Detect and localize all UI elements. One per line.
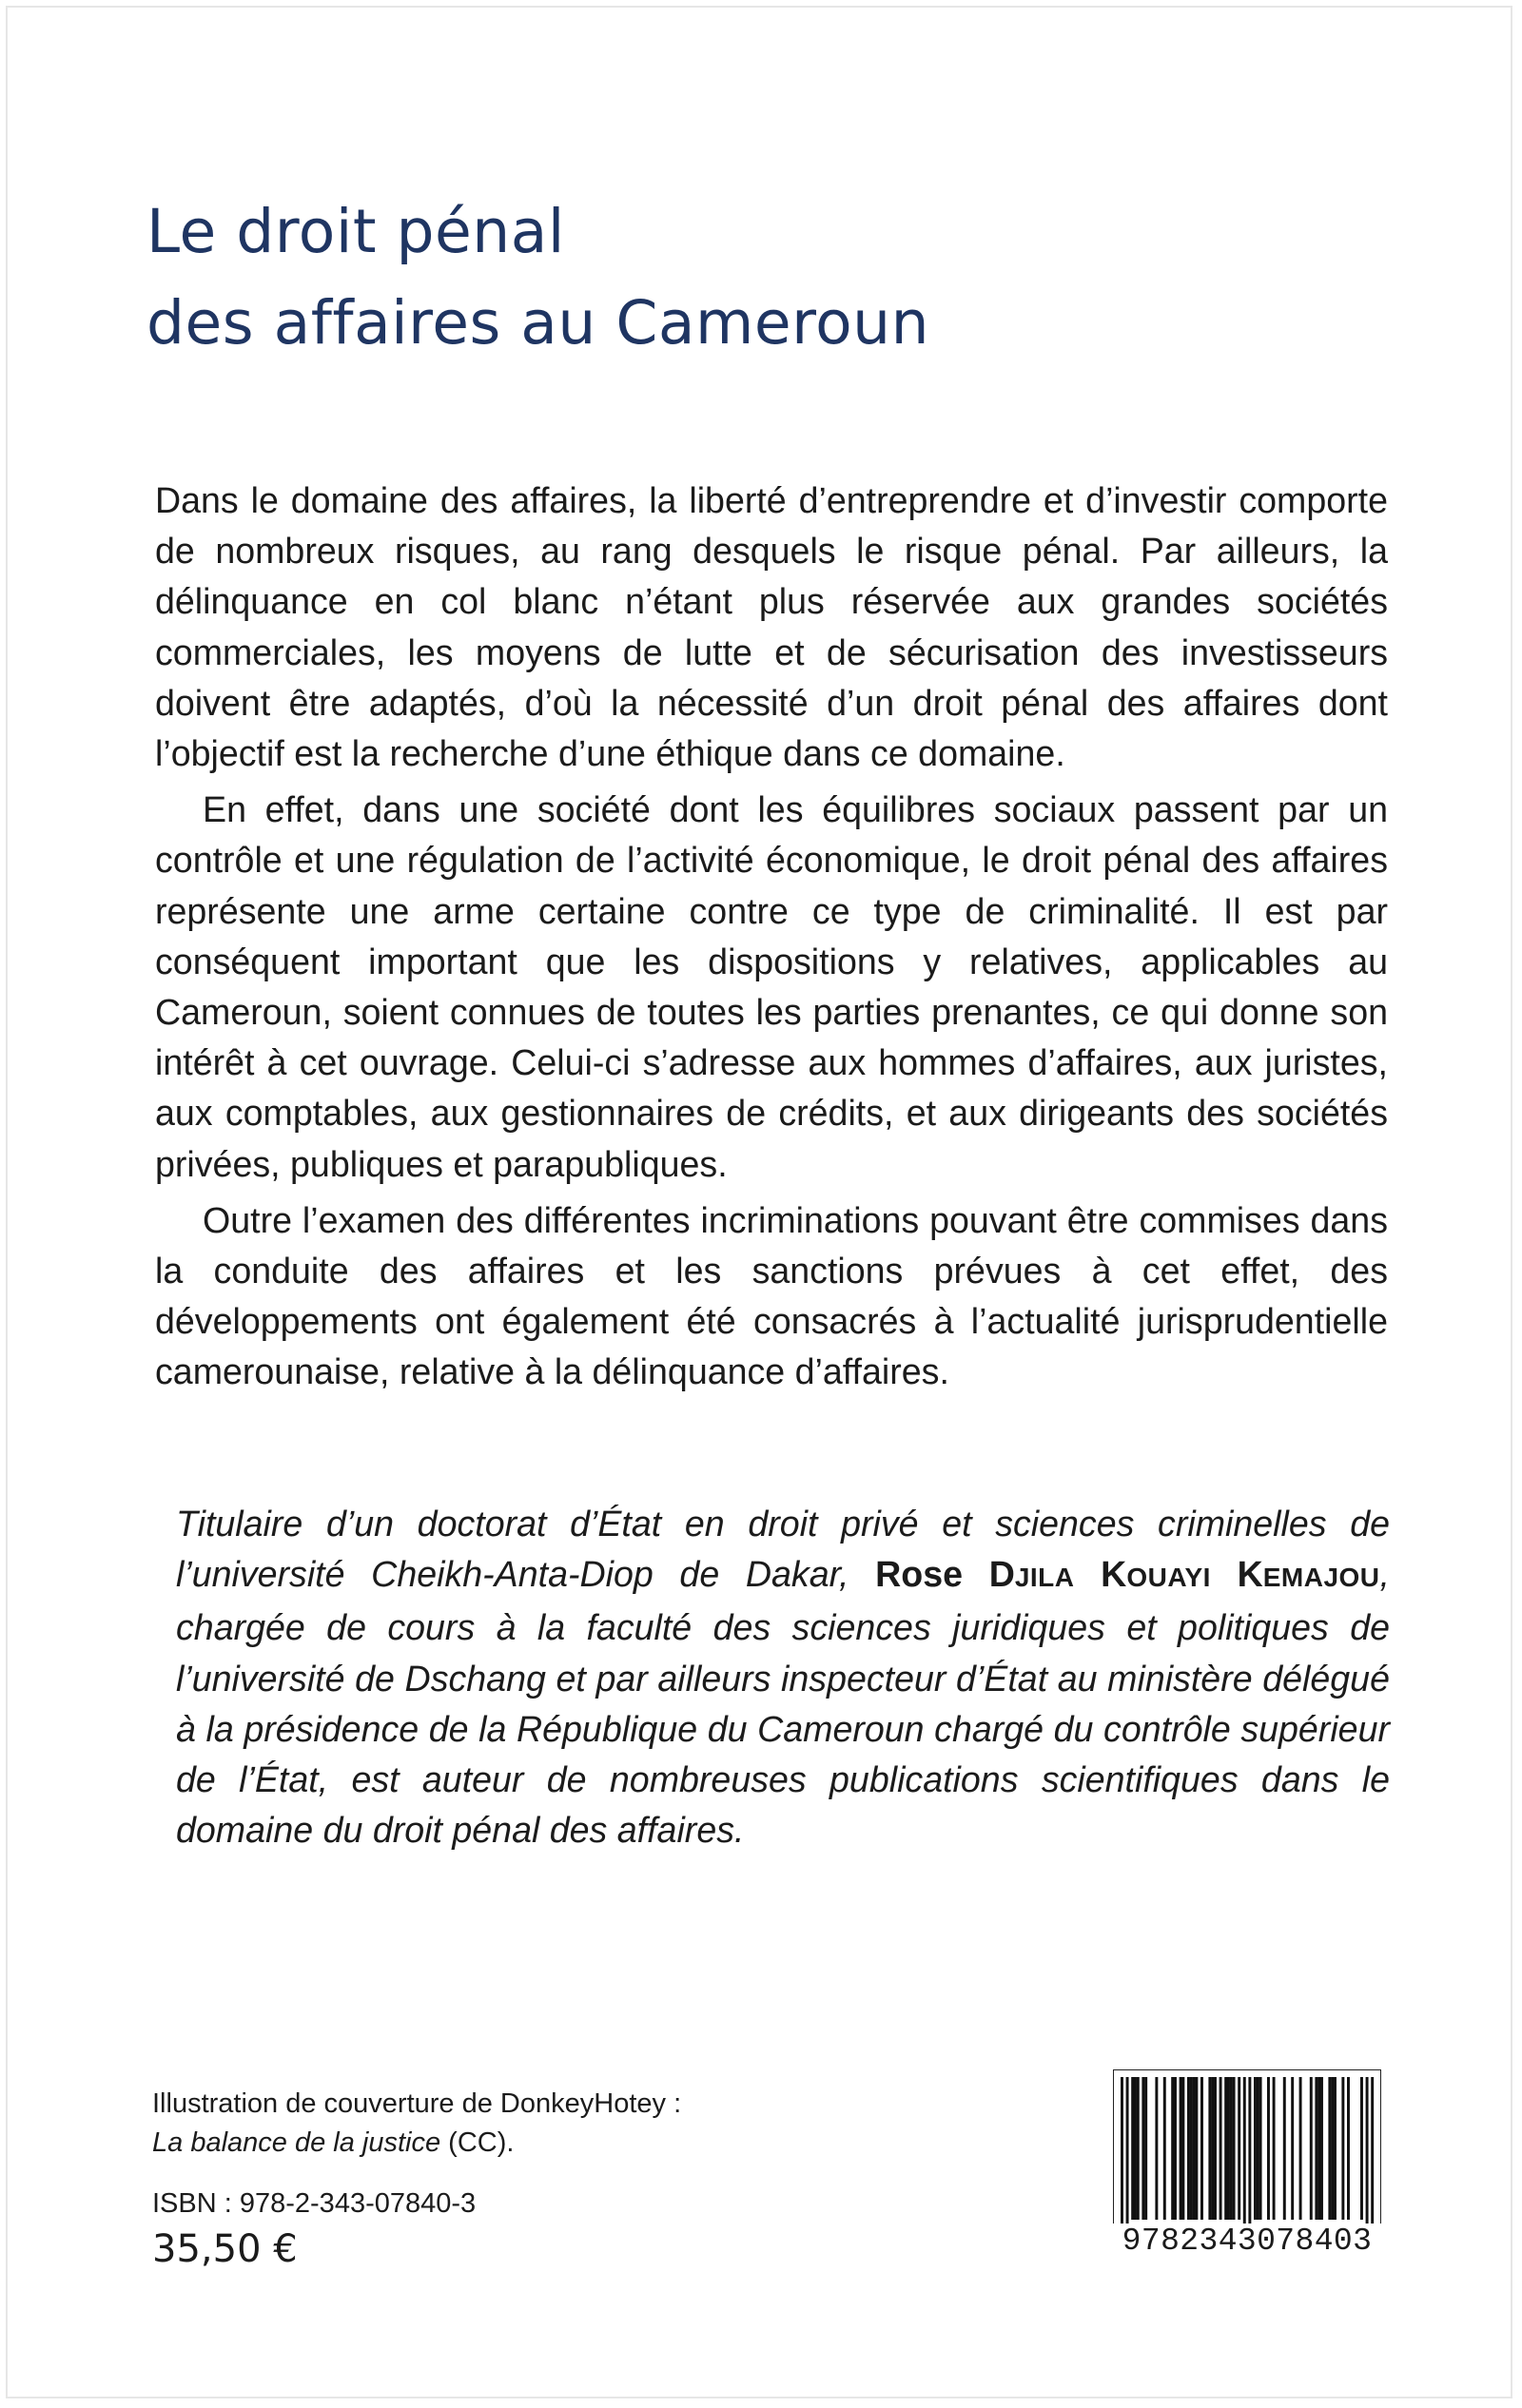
barcode-bar <box>1320 2077 1323 2220</box>
barcode-bar <box>1233 2077 1236 2220</box>
barcode-bar <box>1310 2077 1313 2220</box>
barcode-bar <box>1347 2077 1350 2220</box>
barcode-bar <box>1360 2077 1363 2220</box>
barcode-digits: 9782343078403 <box>1113 2224 1381 2260</box>
barcode-bar <box>1131 2077 1134 2220</box>
barcode-bar <box>1283 2077 1286 2220</box>
back-cover-blurb <box>155 476 1388 1404</box>
author-bio-intro: Titulaire d’un doctorat d’État en droit privé et sciences criminelles de l’université Cheikh-Anta-Diop de Dakar, <box>176 1504 1390 1595</box>
barcode-bar <box>1291 2077 1294 2220</box>
author-name: Rose DJILA KOUAYI KEMAJOU <box>875 1554 1380 1595</box>
barcode-bar <box>1220 2077 1222 2220</box>
illustration-credits <box>152 2085 1008 2163</box>
barcode-bar <box>1211 2077 1214 2220</box>
blurb-paragraph-2: En effet, dans une société dont les équilibres sociaux passent par un contrôle et une régulation de l’activité économique, le droit pénal des affaires représente une arme certaine contre ce type de criminalité. Il est par conséquent important que les dispositions y relatives, applicables au Cameroun, soient connues de toutes les parties prenantes, ce qui donne son intérêt à cet ouvrage. Celui-ci s’adresse aux hommes d’affaires, aux juristes, aux comptables, aux gestionnaires de crédits, et aux dirigeants des sociétés privées, publiques et parapubliques. <box>155 789 1388 1184</box>
barcode-bar <box>1224 2077 1227 2220</box>
author-bio <box>176 1499 1390 1855</box>
barcode-bar <box>1137 2077 1140 2220</box>
isbn: ISBN : 978-2-343-07840-3 <box>152 2188 477 2219</box>
barcode-bar <box>1254 2077 1257 2220</box>
credits-line-2: La balance de la justice (CC). <box>152 2127 515 2158</box>
barcode-bar <box>1190 2077 1193 2220</box>
barcode-bar <box>1227 2077 1230 2220</box>
barcode-bar <box>1142 2077 1144 2220</box>
barcode-bar <box>1331 2077 1334 2220</box>
barcode-bar <box>1187 2077 1190 2220</box>
barcode-bar <box>1230 2077 1233 2220</box>
barcode-bar <box>1317 2077 1320 2220</box>
barcode-bar <box>1181 2077 1184 2220</box>
barcode-bar <box>1299 2077 1302 2220</box>
price: 35,50 € <box>152 2227 298 2271</box>
barcode <box>1113 2069 1381 2262</box>
barcode-bar <box>1341 2077 1344 2220</box>
barcode-bar <box>1163 2077 1166 2220</box>
barcode-bar <box>1195 2077 1198 2220</box>
barcode-bar <box>1248 2077 1251 2229</box>
barcode-bar <box>1243 2077 1246 2229</box>
book-title <box>146 186 1193 369</box>
barcode-bar <box>1155 2077 1158 2220</box>
barcode-bar <box>1200 2077 1203 2220</box>
barcode-bar <box>1366 2077 1369 2229</box>
barcode-bar <box>1174 2077 1177 2220</box>
barcode-bar <box>1238 2077 1240 2220</box>
barcode-bar <box>1273 2077 1276 2220</box>
barcode-bar <box>1328 2077 1331 2220</box>
blurb-paragraph-1: Dans le domaine des affaires, la liberté d’entreprendre et d’investir comporte de nombreux risques, au rang desquels le risque pénal. Par ailleurs, la délinquance en col blanc n’étant plus réservée aux grandes sociétés commerciales, les moyens de lutte et de sécurisation des investisseurs doivent être adaptés, d’où la nécessité d’un droit pénal des affaires dont l’objectif est la recherche d’une éthique dans ce domaine. <box>155 480 1388 774</box>
barcode-frame <box>1114 2070 1381 2231</box>
barcode-bar <box>1214 2077 1217 2220</box>
barcode-bar <box>1259 2077 1262 2220</box>
barcode-bar <box>1267 2077 1270 2220</box>
barcode-bar <box>1315 2077 1317 2220</box>
blurb-paragraph-3: Outre l’examen des différentes incriminations pouvant être commises dans la conduite des affaires et les sanctions prévues à cet effet, des développements ont également été consacrés à l’actualité jurisprudentielle camerounaise, relative à la délinquance d’affaires. <box>155 1199 1388 1392</box>
barcode-bar <box>1371 2077 1374 2229</box>
barcode-bar <box>1126 2077 1129 2229</box>
barcode-bars <box>1113 2069 1381 2231</box>
barcode-bar <box>1193 2077 1196 2220</box>
barcode-bar <box>1171 2077 1174 2220</box>
barcode-bar <box>1208 2077 1211 2220</box>
barcode-bar <box>1144 2077 1147 2220</box>
barcode-bar <box>1180 2077 1182 2220</box>
illustration-title: La balance de la justice <box>152 2127 441 2158</box>
barcode-bar <box>1257 2077 1259 2220</box>
book-title-line-2: des affaires au Cameroun <box>146 288 930 358</box>
book-title-line-1: Le droit pénal <box>146 197 565 266</box>
barcode-bar <box>1134 2077 1137 2220</box>
credits-line-1: Illustration de couverture de DonkeyHotey : <box>152 2088 682 2119</box>
barcode-bar <box>1121 2077 1123 2229</box>
barcode-bar <box>1334 2077 1337 2220</box>
author-bio-rest: , chargée de cours à la faculté des sciences juridiques et politiques de l’université de Dschang et par ailleurs inspecteur d’État au ministère délégué à la présidence de la République du Cameroun chargé du contrôle supérieur de l’État, est auteur de nombreuses publications scientifiques dans le domaine du droit pénal des affaires. <box>176 1554 1390 1851</box>
